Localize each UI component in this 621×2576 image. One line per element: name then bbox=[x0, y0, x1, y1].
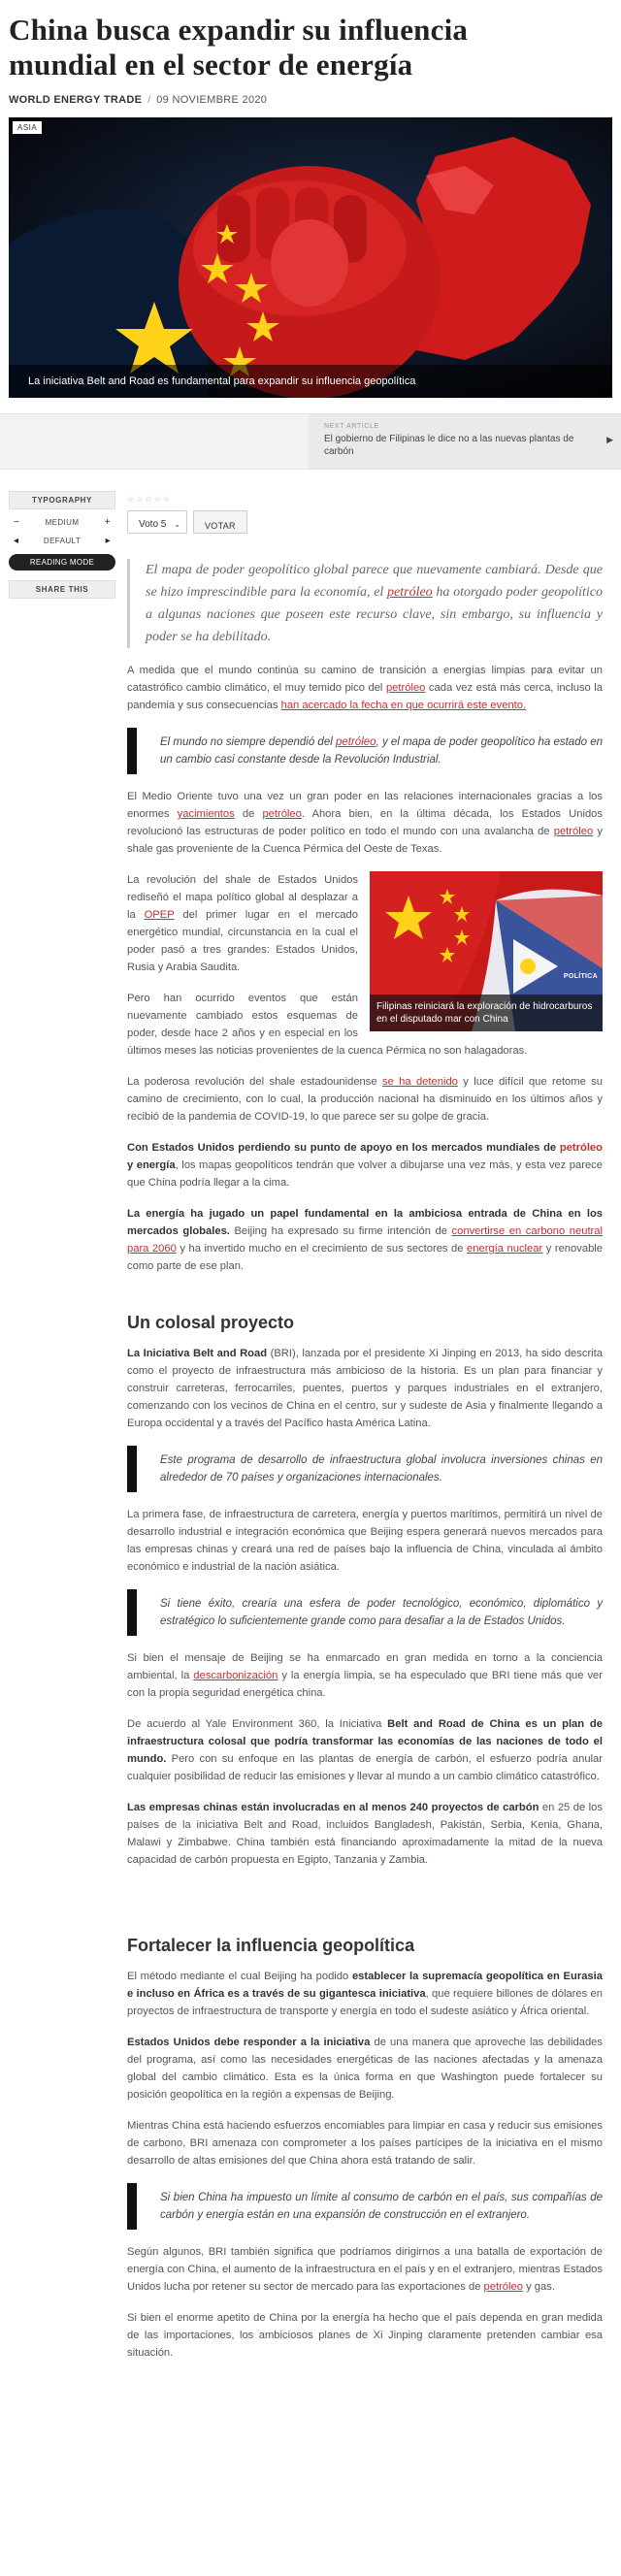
increase-size-button[interactable]: + bbox=[104, 517, 111, 528]
quote-text: Este programa de desarrollo de infraestructura global involucra inversiones chinas en alrededor de 70 países y organizaciones internacionales. bbox=[160, 1454, 603, 1484]
keyword-link[interactable]: petróleo bbox=[559, 1142, 603, 1154]
paragraph bbox=[127, 662, 603, 714]
paragraph bbox=[127, 1345, 603, 1432]
hero-image bbox=[9, 117, 612, 398]
hero-caption: La iniciativa Belt and Road es fundamental para expandir su influencia geopolítica bbox=[9, 365, 612, 398]
paragraph bbox=[127, 2034, 603, 2103]
bold-text: Estados Unidos debe responder a la iniciativa bbox=[127, 2037, 371, 2048]
paragraph bbox=[127, 1968, 603, 2020]
quote-bar bbox=[127, 1589, 137, 1636]
keyword-link[interactable]: petróleo bbox=[335, 736, 376, 748]
share-button[interactable]: SHARE THIS bbox=[9, 580, 115, 599]
keyword-link[interactable]: yacimientos bbox=[177, 808, 235, 820]
related-article-tag: POLÍTICA bbox=[563, 973, 598, 980]
paragraph-text: La primera fase, de infraestructura de carretera, energía y puertos marítimos, permitirá un nivel de desarrollo industrial e integración económica que Beijing espera generará nuevos mercados para las empresas chinas y creará una red de países bajo la influencia de China, vinculada al ámbito económico e industrial de la nación asiática. bbox=[127, 1509, 603, 1573]
paragraph bbox=[127, 1139, 603, 1191]
font-family-label: DEFAULT bbox=[43, 537, 82, 545]
font-size-control bbox=[9, 509, 115, 528]
quote-text: Si tiene éxito, crearía una esfera de poder tecnológico, económico, diplomático y estratégico lo suficientemente grande como para desafiar a la de Estados Unidos. bbox=[160, 1598, 603, 1627]
category-tag[interactable]: ASIA bbox=[13, 121, 42, 134]
bold-text: Las empresas chinas están involucradas en al menos 240 proyectos de carbón bbox=[127, 1802, 539, 1813]
keyword-link[interactable]: petróleo bbox=[262, 808, 302, 820]
typography-sidebar bbox=[9, 491, 115, 599]
article-source[interactable]: WORLD ENERGY TRADE bbox=[9, 94, 143, 106]
decrease-size-button[interactable]: − bbox=[14, 517, 20, 528]
bold-text: establecer la supremacía geopolítica en Eurasia e incluso en África es a través de su gigantesca iniciativa bbox=[127, 1971, 603, 2000]
keyword-link[interactable]: petróleo bbox=[553, 826, 594, 837]
bold-text: Belt and Road de China es un plan de infraestructura colosal que podría transformar las economías de las naciones de todo el mundo. bbox=[127, 1718, 603, 1765]
article-lead bbox=[127, 559, 603, 648]
quote-text-part: El mundo no siempre dependió del bbox=[160, 736, 336, 748]
paragraph-text: y ha invertido mucho en el crecimiento de sus sectores de bbox=[176, 1243, 468, 1255]
font-size-label: MEDIUM bbox=[45, 518, 80, 527]
section-heading: Fortalecer la influencia geopolítica bbox=[127, 1936, 415, 1955]
font-family-control bbox=[9, 528, 115, 546]
paragraph bbox=[127, 2243, 603, 2296]
paragraph-text: , los mapas geopolíticos tendrán que volver a dibujarse una vez más, y esta vez parece que China podría llegar a la cima. bbox=[127, 1159, 603, 1189]
paragraph-text: Pero han ocurrido eventos que están nuevamente cambiado estos esquemas de poder, desde hace 2 años y en especial en los últimos meses las noticias provenientes de la cuenca Pérmica no son halagadoras. bbox=[127, 993, 528, 1057]
vote-button[interactable]: VOTAR bbox=[193, 510, 247, 534]
paragraph-text: y renovable como parte de ese plan. bbox=[127, 1243, 603, 1272]
paragraph bbox=[127, 1649, 603, 1702]
paragraph bbox=[127, 1799, 603, 1869]
post-navigation bbox=[0, 413, 621, 470]
byline-separator: / bbox=[147, 94, 151, 106]
paragraph-text: y shale gas proveniente de la Cuenca Pérmica del Oeste de Texas. bbox=[127, 826, 603, 855]
paragraph-text: y gas. bbox=[522, 2281, 555, 2293]
quote-bar bbox=[127, 2183, 137, 2230]
inline-link[interactable]: descarbonización bbox=[193, 1670, 278, 1681]
paragraph-text: (BRI), lanzada por el presidente Xi Jinping en 2013, ha sido descrita como el proyecto de infraestructura más ambicioso de la historia. Es un plan para financiar y construir carreteras, ferrocarriles, puentes, puertos y parques industriales en el extranjero, comenzando con los vecinos de China en el centro, sur y sudeste de Asia y finalmente llegando a Europa occidental y a través del Pacífico hasta América Latina. bbox=[127, 1348, 603, 1429]
next-article-label: NEXT ARTICLE bbox=[324, 423, 379, 430]
bold-text: La Iniciativa Belt and Road bbox=[127, 1348, 268, 1359]
typography-heading: TYPOGRAPHY bbox=[9, 491, 115, 509]
keyword-link[interactable]: petróleo bbox=[483, 2281, 523, 2293]
title-line-1: China busca expandir su influencia bbox=[9, 13, 469, 47]
paragraph-text: Beijing ha expresado su firme intención de bbox=[229, 1225, 452, 1237]
paragraph-text: La revolución del shale de Estados Unidos rediseñó el mapa político global al desplazar a la bbox=[127, 874, 358, 921]
paragraph-text: El método mediante el cual Beijing ha podido bbox=[127, 1971, 352, 1982]
quote-bar bbox=[127, 728, 137, 774]
article-title bbox=[9, 0, 612, 82]
keyword-link[interactable]: petróleo bbox=[385, 682, 426, 694]
paragraph bbox=[127, 1205, 603, 1275]
paragraph-text: Si bien el mensaje de Beijing se ha enmarcado en gran medida en torno a la conciencia ambiental, la bbox=[127, 1652, 603, 1681]
paragraph-text: y luce difícil que retome su camino de crecimiento, con lo cual, la producción nacional ha disminuido en los últimos años y recibió de la pandemia de COVID-19, lo que parece ser su golpe de gracia. bbox=[127, 1076, 603, 1123]
paragraph bbox=[127, 1073, 603, 1125]
paragraph-text: Según algunos, BRI también significa que podríamos dirigirnos a una batalla de exportación de energía con China, el aumento de la infraestructura en el país y en el extranjero, mientras Estados Unidos lucha por retener su sector de mercado para las exportaciones de bbox=[127, 2246, 603, 2293]
paragraph bbox=[127, 1715, 603, 1785]
paragraph bbox=[127, 2117, 603, 2169]
lead-text: ha otorgado poder geopolítico a algunas naciones que poseen este recurso clave, sin embargo, su influencia y poder se ha debilitado. bbox=[146, 585, 603, 644]
next-article-link[interactable] bbox=[309, 414, 621, 469]
pull-quote bbox=[127, 2183, 603, 2230]
hero-illustration bbox=[9, 117, 612, 398]
paragraph-text: de bbox=[234, 808, 263, 820]
paragraph-text: , que requiere billones de dólares en proyectos de infraestructura de transporte y energía en todo el sudeste asiático y África oriental. bbox=[127, 1988, 603, 2017]
paragraph-text: Pero con su enfoque en las plantas de energía de carbón, el esfuerzo podría anular cualquier posibilidad de reducir las emisiones y llevar al mundo a un cambio climático catastrófico. bbox=[127, 1753, 603, 1782]
quote-bar bbox=[127, 1446, 137, 1492]
pull-quote bbox=[127, 1589, 603, 1636]
paragraph-text: De acuerdo al Yale Environment 360, la Iniciativa bbox=[127, 1718, 388, 1730]
inline-link[interactable]: convertirse en carbono neutral para 2060 bbox=[127, 1225, 603, 1255]
keyword-link[interactable]: petróleo bbox=[387, 585, 433, 600]
chevron-down-icon: ⌄ bbox=[174, 520, 180, 529]
paragraph-text: Mientras China está haciendo esfuerzos encomiables para limpiar en casa y reducir sus emisiones de carbono, BRI amenaza con comprometer a los países partícipes de la iniciativa en el mismo desarrollo de altas emisiones del que China ahora está tratando de salir. bbox=[127, 2120, 603, 2167]
quote-text bbox=[137, 728, 603, 774]
article-layout bbox=[9, 491, 612, 2362]
paragraph-text: en 25 de los países de la iniciativa Belt and Road, incluidos Bangladesh, Pakistán, Serbia, Kenia, Ghana, Malawi y Zimbabwe. China también está financiando aproximadamente la mitad de la nueva capacidad de carbón propuesta en Egipto, Tanzania y Zambia. bbox=[127, 1802, 603, 1866]
paragraph bbox=[127, 2309, 603, 2362]
reading-mode-button[interactable]: READING MODE bbox=[9, 554, 115, 571]
bold-text: Con Estados Unidos perdiendo su punto de apoyo en los mercados mundiales de bbox=[127, 1142, 560, 1154]
lead-text: El mapa de poder geopolítico global parece que nuevamente cambiará. Desde que se hizo imprescindible para la economía, el bbox=[146, 563, 603, 600]
chevron-right-icon: ▶ bbox=[606, 435, 613, 444]
section-heading: Un colosal proyecto bbox=[127, 1313, 295, 1332]
quote-text-part: , y el mapa de poder geopolítico ha estado en un cambio casi constante desde la Revolución Industrial. bbox=[160, 736, 603, 766]
star-rating[interactable]: ☆☆☆☆☆ bbox=[127, 495, 172, 504]
article-date: 09 NOVIEMBRE 2020 bbox=[156, 94, 268, 106]
inline-link[interactable]: han acercado la fecha en que ocurrirá este evento. bbox=[280, 700, 527, 711]
previous-font-button[interactable]: ◂ bbox=[14, 536, 19, 546]
paragraph bbox=[127, 788, 603, 858]
paragraph bbox=[127, 1506, 603, 1576]
related-article-caption: Filipinas reiniciará la exploración de hidrocarburos en el disputado mar con China bbox=[370, 995, 603, 1031]
paragraph-text: cada vez está más cerca, incluso la pandemia y sus consecuencias bbox=[127, 682, 603, 711]
quote-text: Si bien China ha impuesto un límite al consumo de carbón en el país, sus compañías de carbón y energía están en una expansión de construcción en el extranjero. bbox=[160, 2192, 603, 2221]
byline bbox=[9, 94, 612, 106]
vote-select[interactable] bbox=[127, 510, 187, 534]
article-body bbox=[127, 491, 603, 2362]
keyword-link[interactable]: OPEP bbox=[144, 909, 175, 921]
related-article-card[interactable] bbox=[370, 871, 603, 1031]
next-article-title: El gobierno de Filipinas le dice no a las nuevas plantas de carbón bbox=[324, 434, 574, 457]
inline-link[interactable]: energía nuclear bbox=[467, 1243, 543, 1255]
pull-quote bbox=[127, 728, 603, 774]
paragraph-text: Si bien el enorme apetito de China por la energía ha hecho que el país dependa en gran medida de las importaciones, los ambiciosos planes de Xi Jinping claramente pretenden cambiar esa situación. bbox=[127, 2312, 603, 2359]
bold-text: La energía ha jugado un papel fundamental en la ambiciosa entrada de China en los mercados globales. bbox=[127, 1208, 603, 1237]
bold-text: y energía bbox=[127, 1159, 176, 1171]
paragraph-text: El Medio Oriente tuvo una vez un gran poder en las relaciones internacionales gracias a los enormes bbox=[127, 791, 603, 820]
paragraph-text: A medida que el mundo continúa su camino de transición a energías limpias para evitar un catastrófico cambio climático, el muy temido pico del bbox=[127, 665, 603, 694]
paragraph-text: . Ahora bien, en la última década, los Estados Unidos revolucionó las estructuras de poder político en todo el mundo con una avalancha de bbox=[127, 808, 603, 837]
vote-form bbox=[127, 510, 603, 534]
paragraph-text: de una manera que aproveche las debilidades del programa, así como las necesidades energéticas de las naciones afectadas y la amenaza global del cambio climático. Esta es la única forma en que Washington puede fortalecer su posición geopolítica en la región a expensas de Beijing. bbox=[127, 2037, 603, 2101]
title-line-2: mundial en el sector de energía bbox=[9, 48, 413, 82]
vote-select-value: Voto 5 bbox=[139, 519, 167, 530]
paragraph-text: del primer lugar en el mercado energético mundial, circunstancia en la cual el poder pasó a tres grandes: Estados Unidos, Rusia y Arabia Saudita. bbox=[127, 909, 358, 973]
inline-link[interactable]: se ha detenido bbox=[381, 1076, 458, 1088]
next-font-button[interactable]: ▸ bbox=[105, 536, 111, 546]
pull-quote bbox=[127, 1446, 603, 1492]
paragraph-text: La poderosa revolución del shale estadounidense bbox=[127, 1076, 382, 1088]
paragraph-text: y la energía limpia, se ha especulado que BRI tiene más que ver con la propia seguridad energética china. bbox=[127, 1670, 603, 1699]
